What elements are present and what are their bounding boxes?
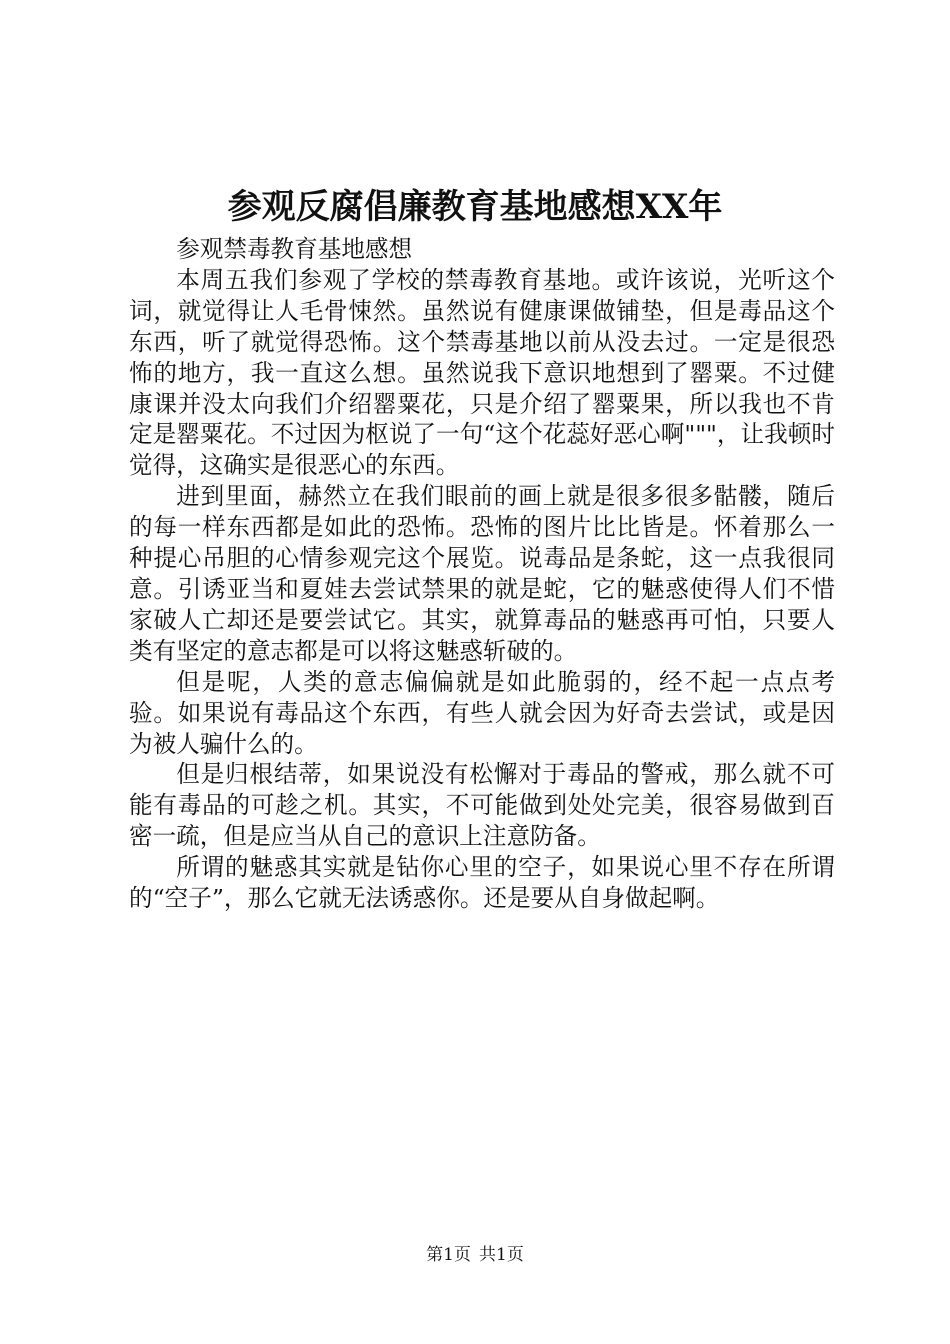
page-footer xyxy=(0,1244,950,1266)
body-paragraph: 但是呢，人类的意志偏偏就是如此脆弱的，经不起一点点考验。如果说有毒品这个东西，有些人就会因为好奇去尝试，或是因为被人骗什么的。 xyxy=(129,667,835,758)
page-total: 共1页 xyxy=(479,1245,524,1265)
page-number: 第1页 xyxy=(426,1245,471,1265)
body-paragraph: 但是归根结蒂，如果说没有松懈对于毒品的警戒，那么就不可能有毒品的可趁之机。其实，不可能做到处处完美，很容易做到百密一疏，但是应当从自己的意识上注意防备。 xyxy=(129,760,835,851)
body-paragraph: 进到里面，赫然立在我们眼前的画上就是很多很多骷髅，随后的每一样东西都是如此的恐怖。恐怖的图片比比皆是。怀着那么一种提心吊胆的心情参观完这个展览。说毒品是条蛇，这一点我很同意。引诱亚当和夏娃去尝试禁果的就是蛇，它的魅惑使得人们不惜家破人亡却还是要尝试它。其实，就算毒品的魅惑再可怕，只要人类有坚定的意志都是可以将这魅惑斩破的。 xyxy=(129,482,835,665)
body-paragraph: 所谓的魅惑其实就是钻你心里的空子，如果说心里不存在所谓的“空子”，那么它就无法诱惑你。还是要从自身做起啊。 xyxy=(129,853,835,913)
body-paragraph: 本周五我们参观了学校的禁毒教育基地。或许该说，光听这个词，就觉得让人毛骨悚然。虽然说有健康课做铺垫，但是毒品这个东西，听了就觉得恐怖。这个禁毒基地以前从没去过。一定是很恐怖的地方，我一直这么想。虽然说我下意识地想到了罂粟。不过健康课并没太向我们介绍罂粟花，只是介绍了罂粟果，所以我也不肯定是罂粟花。不过因为枢说了一句“这个花蕊好恶心啊"""，让我顿时觉得，这确实是很恶心的东西。 xyxy=(129,265,835,480)
subtitle-paragraph: 参观禁毒教育基地感想 xyxy=(176,235,413,263)
document-body xyxy=(129,234,835,914)
document-title: 参观反腐倡廉教育基地感想XX年 xyxy=(227,187,723,227)
